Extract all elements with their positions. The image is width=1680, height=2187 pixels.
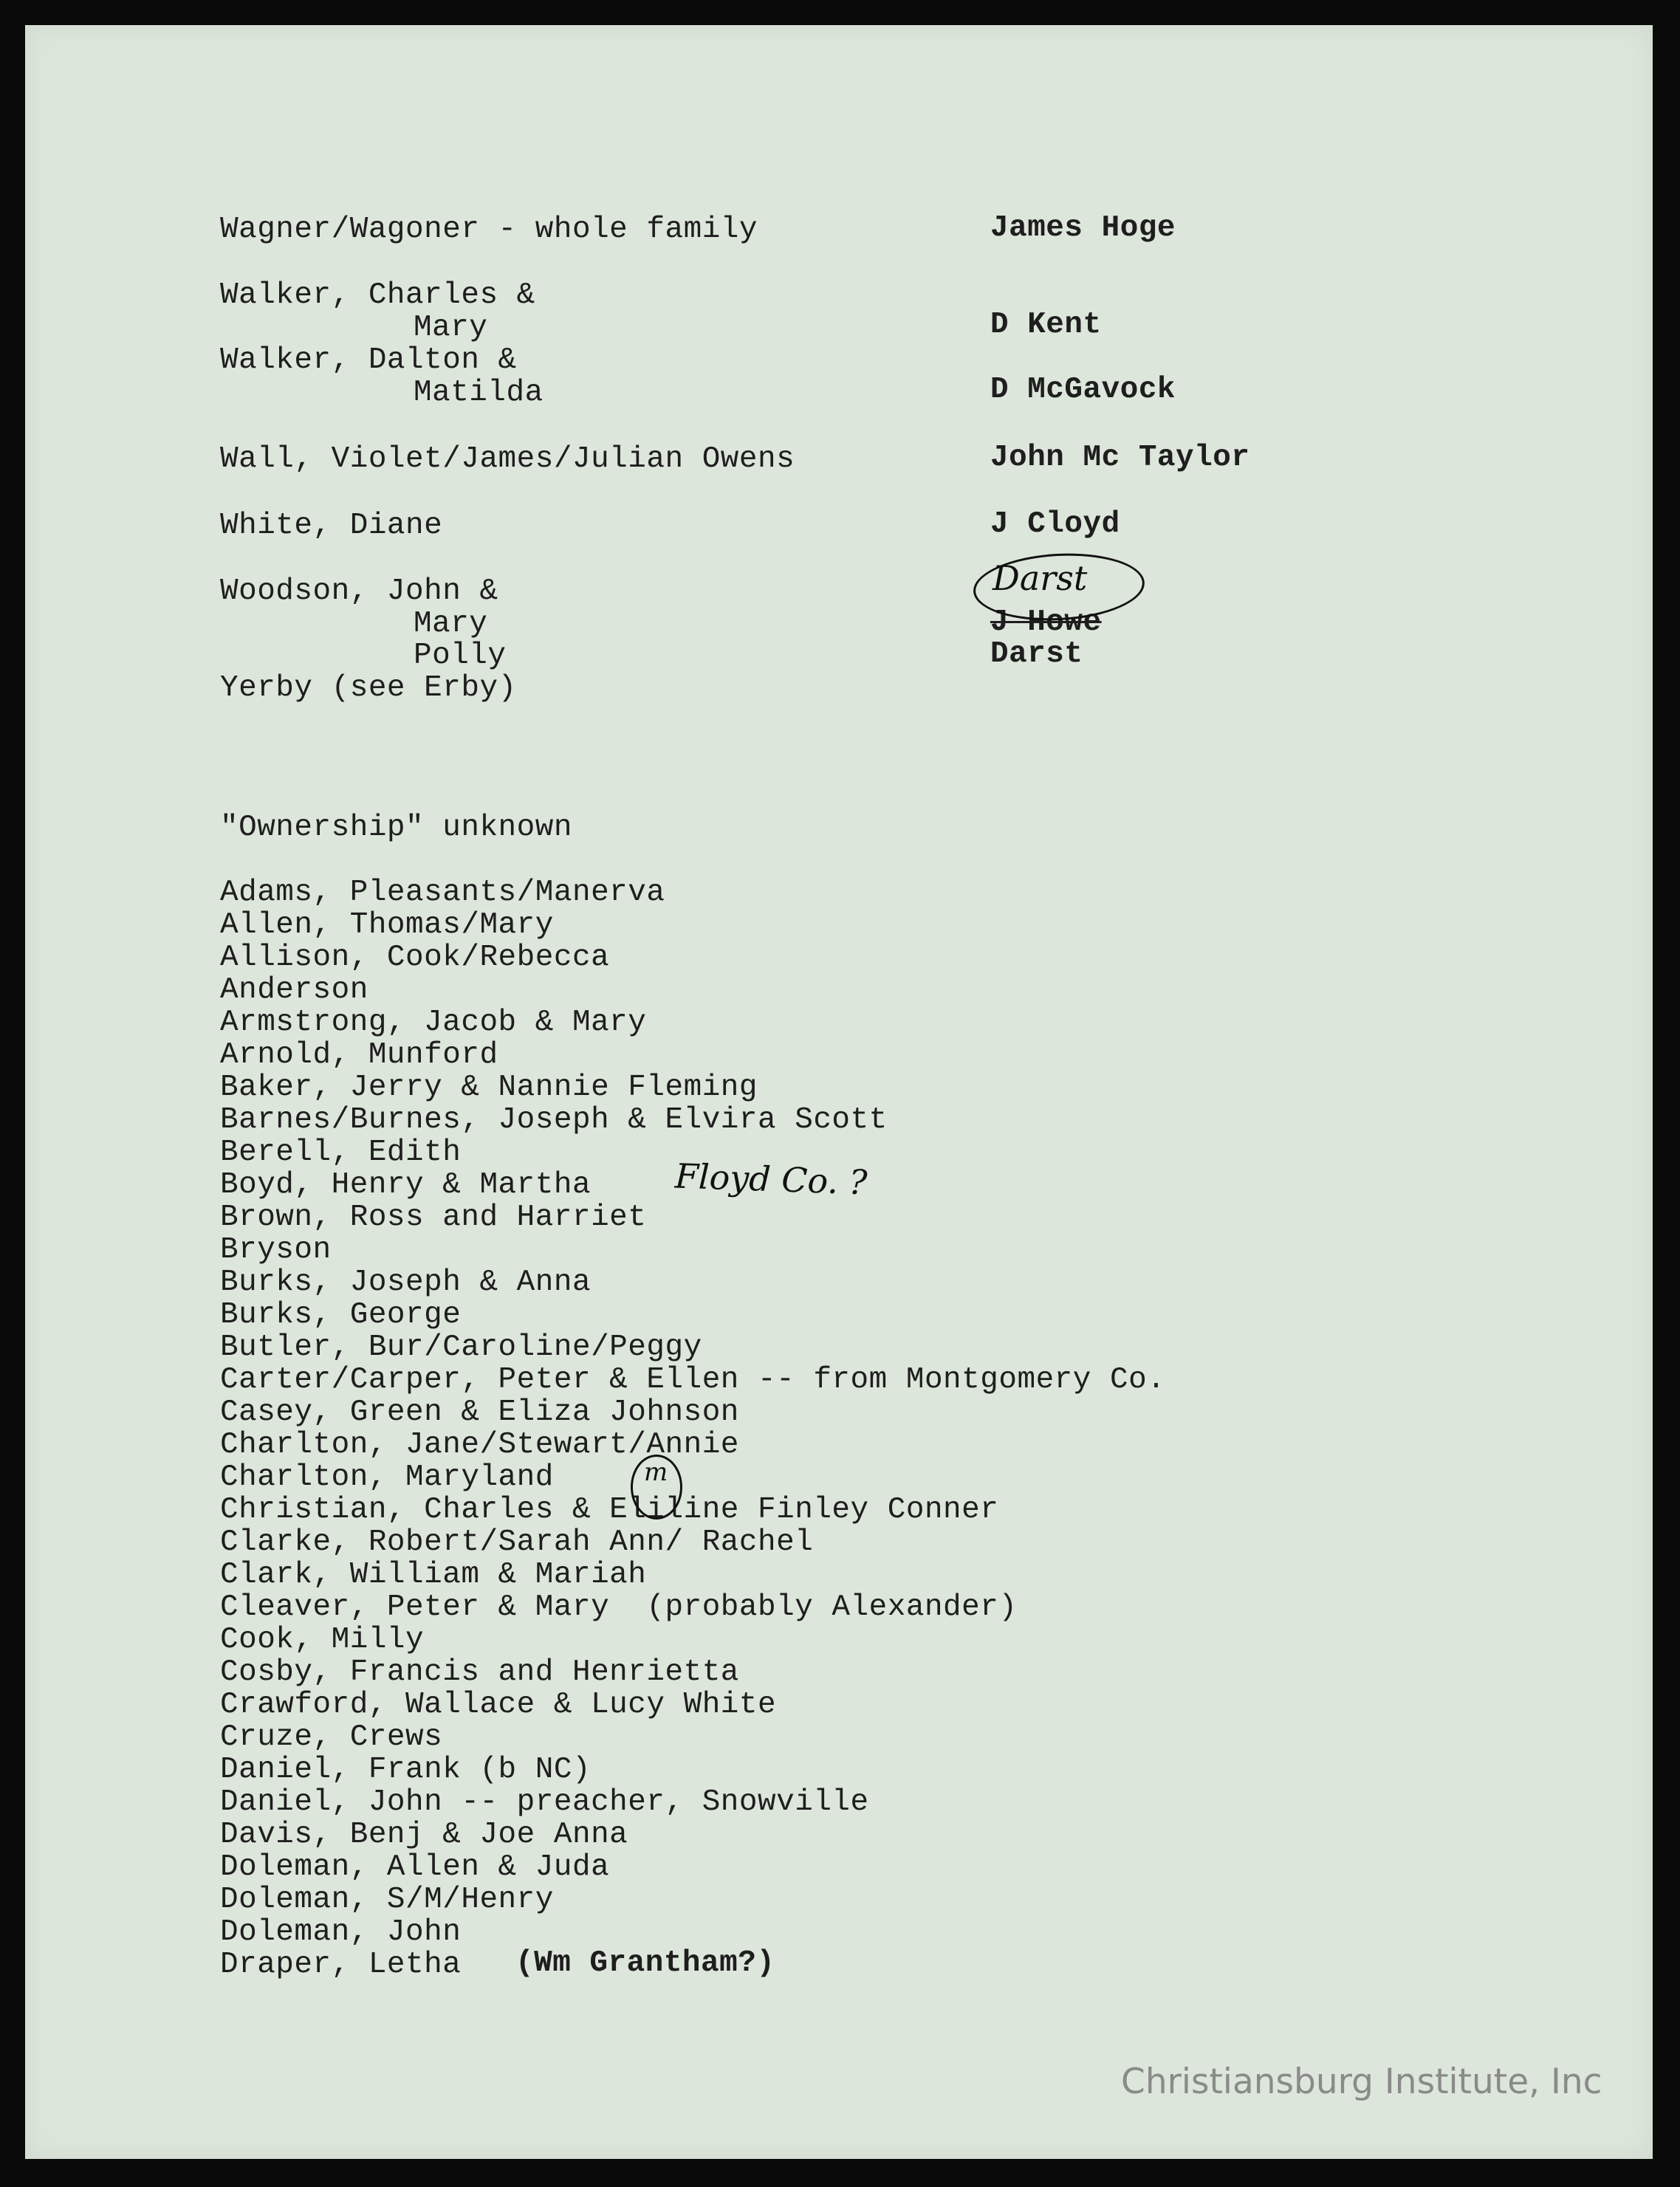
list-item: Baker, Jerry & Nannie Fleming [220,1071,758,1105]
entry-wagner: Wagner/Wagoner - whole family [220,213,758,247]
list-item: Daniel, John -- preacher, Snowville [220,1785,869,1819]
entry-walker-charles: Walker, Charles & [220,278,535,312]
list-item: Charlton, Maryland [220,1460,554,1494]
list-item: Christian, Charles & Eliline Finley Conner [220,1493,999,1527]
handwritten-floyd-co: Floyd Co. ? [674,1156,868,1203]
document-page [25,25,1653,2159]
entry-woodson-polly: Polly [414,639,507,673]
entry-wall: Wall, Violet/James/Julian Owens [220,442,795,476]
list-item: Cruze, Crews [220,1720,443,1754]
section-heading-ownership-unknown: "Ownership" unknown [220,811,572,845]
owner-wagner: James Hoge [990,211,1176,245]
list-item: Doleman, John [220,1915,462,1949]
list-item: Crawford, Wallace & Lucy White [220,1688,777,1722]
entry-woodson-mary: Mary [414,607,488,641]
list-item: Armstrong, Jacob & Mary [220,1006,647,1040]
owner-woodson-struck: J Howe [990,605,1102,639]
handwritten-m: m [644,1458,668,1487]
owner-woodson-polly: Darst [990,637,1083,671]
list-item: Charlton, Jane/Stewart/Annie [220,1428,739,1462]
list-item: Draper, Letha [220,1948,462,1982]
entry-walker-charles-mary: Mary [414,311,488,345]
list-item: Brown, Ross and Harriet [220,1201,647,1235]
list-item: Cook, Milly [220,1623,425,1657]
list-item: Burks, George [220,1298,462,1332]
list-item: Clark, William & Mariah [220,1558,647,1592]
list-item: Allen, Thomas/Mary [220,908,554,942]
entry-walker-dalton: Walker, Dalton & [220,343,517,377]
list-item: Cosby, Francis and Henrietta [220,1655,739,1689]
list-item: Casey, Green & Eliza Johnson [220,1395,739,1429]
owner-wall: John Mc Taylor [990,441,1250,475]
list-item: Butler, Bur/Caroline/Peggy [220,1331,702,1364]
entry-white: White, Diane [220,509,443,543]
list-item: Clarke, Robert/Sarah Ann/ Rachel [220,1525,814,1559]
list-item: Burks, Joseph & Anna [220,1266,592,1300]
entry-woodson: Woodson, John & [220,574,498,608]
entry-walker-dalton-matilda: Matilda [414,376,544,410]
list-item: Doleman, S/M/Henry [220,1883,554,1917]
owner-white: J Cloyd [990,507,1120,541]
list-item: Daniel, Frank (b NC) [220,1753,592,1787]
handwritten-darst: Darst [992,558,1088,598]
list-item: Berell, Edith [220,1136,462,1170]
list-item: Carter/Carper, Peter & Ellen -- from Montgomery Co. [220,1363,1166,1397]
list-item: Davis, Benj & Joe Anna [220,1818,628,1852]
list-item: Doleman, Allen & Juda [220,1850,610,1884]
owner-walker-charles: D Kent [990,308,1102,342]
list-item: Arnold, Munford [220,1038,498,1072]
list-item: Adams, Pleasants/Manerva [220,876,665,910]
draper-note: (Wm Grantham?) [515,1946,775,1980]
entry-yerby: Yerby (see Erby) [220,671,517,705]
list-item: Barnes/Burnes, Joseph & Elvira Scott [220,1103,888,1137]
watermark-christiansburg-institute: Christiansburg Institute, Inc [1121,2061,1602,2102]
list-item: Cleaver, Peter & Mary (probably Alexander) [220,1590,1018,1624]
list-item: Anderson [220,973,368,1007]
list-item: Bryson [220,1233,332,1267]
owner-walker-dalton: D McGavock [990,373,1176,407]
list-item: Allison, Cook/Rebecca [220,941,610,975]
list-item: Boyd, Henry & Martha [220,1168,592,1202]
